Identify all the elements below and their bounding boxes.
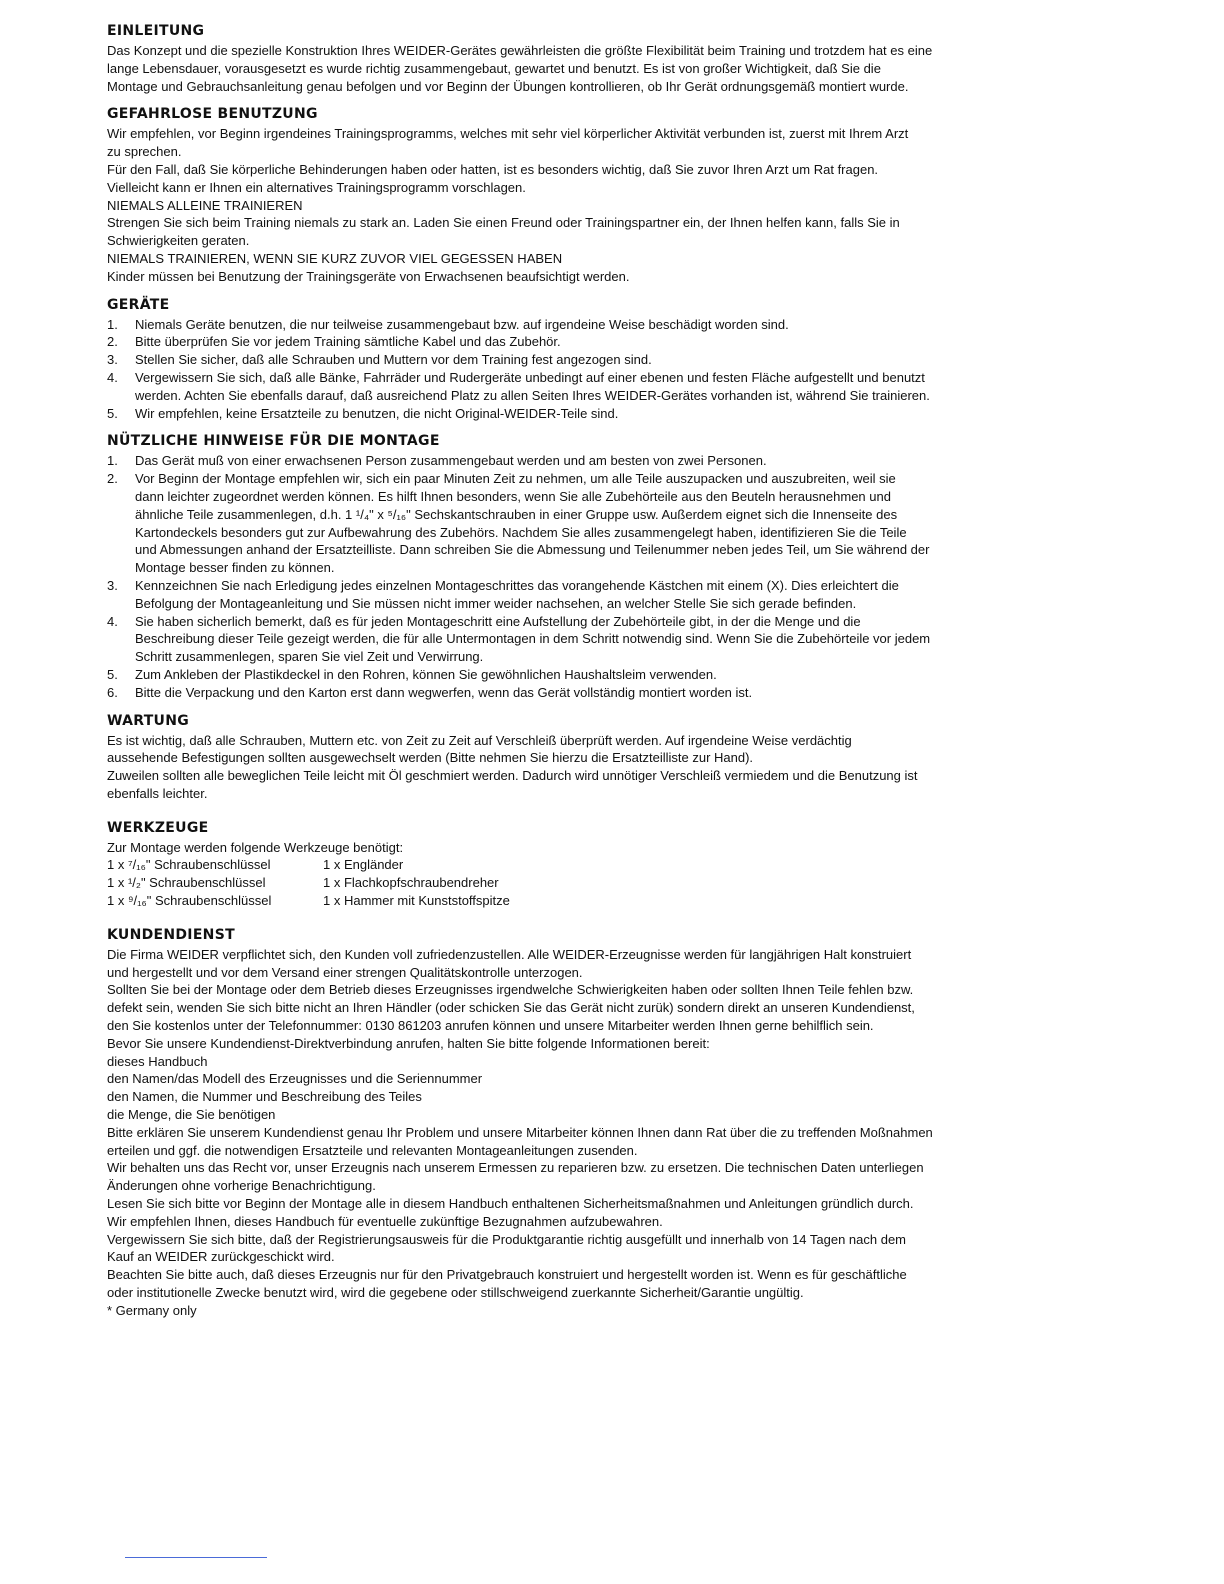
numbered-list xyxy=(107,452,1067,701)
text-line: aussehende Befestigungen sollten ausgewechselt werden (Bitte nehmen Sie hierzu die Ersatzteilliste zur Hand). xyxy=(107,750,754,766)
text-line: Kauf an WEIDER zurückgeschickt wird. xyxy=(107,1249,335,1265)
text-line: oder institutionelle Zwecke benutzt wird, wird die gegebene oder stillschweigend zuerkannte Sicherheit/Garantie ungültig. xyxy=(107,1285,804,1301)
text-line: Bitte erklären Sie unserem Kundendienst genau Ihr Problem und unsere Mitarbeiter können Ihnen dann Rat über die zu treffenden Moßnahmen xyxy=(107,1124,933,1140)
text-line: Zuweilen sollten alle beweglichen Teile leicht mit Öl geschmiert werden. Dadurch wird unnötiger Verschleiß vermiedem und die Benutzung ist xyxy=(107,768,918,784)
list-number: 5. xyxy=(107,405,118,421)
tool-item: 1 x Hammer mit Kunststoffspitze xyxy=(323,893,510,909)
info-item: den Namen/das Modell des Erzeugnisses und die Seriennummer xyxy=(107,1071,483,1087)
text-line: Sollten Sie bei der Montage oder dem Betrieb dieses Erzeugnisses irgendwelche Schwierigkeiten haben oder sollten Ihnen Teile fehlen bzw. xyxy=(107,982,914,998)
text-line: Wir empfehlen Ihnen, dieses Handbuch für eventuelle zukünftige Bezugnahmen aufzubewahren. xyxy=(107,1213,663,1229)
text-line: und hergestellt und vor dem Versand einer strengen Qualitätskontrolle unterzogen. xyxy=(107,964,583,980)
list-number: 4. xyxy=(107,613,118,629)
tool-item: 1 x ¹/₂" Schraubenschlüssel xyxy=(107,875,266,891)
list-number: 3. xyxy=(107,577,118,593)
list-number: 2. xyxy=(107,334,118,350)
section-title: KUNDENDIENST xyxy=(107,926,235,943)
text-line: Zur Montage werden folgende Werkzeuge benötigt: xyxy=(107,839,404,855)
list-number: 5. xyxy=(107,666,118,682)
bottom-divider xyxy=(125,1557,267,1558)
list-item: 2. Vor Beginn der Montage empfehlen wir, sich ein paar Minuten Zeit zu nehmen, um alle Teile auszupacken und auszubreiten, weil sie dann leichter zugeordnet werden können. Es hilft Ihnen besonders, wenn Sie alle Zubehörteile aus den Beuteln herausnehmen und ähnliche Teile zusammenlegen, d.h. 1 ¹/₄" x ⁵/₁₆" Sechskantschrauben in einer Gruppe usw. Außerdem eignet sich die Innenseite des Kartondeckels besonders gut zur Aufbewahrung des Zubehörs. Nachdem Sie alles zusammengelegt haben, identifizieren Sie die Teile und Abmessungen anhand der Ersatzteilliste. Dann schreiben Sie die Abmessung und Teilenummer neben jedes Teil, um Sie während der Montage besser finden zu können. xyxy=(107,471,930,576)
list-item: 5. Zum Ankleben der Plastikdeckel in den Rohren, können Sie gewöhnlichen Haushaltsleim verwenden. xyxy=(107,666,717,682)
text-line: Vielleicht kann er Ihnen ein alternatives Trainingsprogramm vorschlagen. xyxy=(107,179,526,195)
warning-line: NIEMALS TRAINIEREN, WENN SIE KURZ ZUVOR VIEL GEGESSEN HABEN xyxy=(107,250,563,266)
text-line: Lesen Sie sich bitte vor Beginn der Montage alle in diesem Handbuch enthaltenen Sicherheitsmaßnahmen und Anleitungen gründlich durch. xyxy=(107,1196,914,1212)
list-item: 5. Wir empfehlen, keine Ersatzteile zu benutzen, die nicht Original-WEIDER-Teile sind. xyxy=(107,405,619,421)
list-number: 2. xyxy=(107,471,118,487)
tool-item: 1 x Engländer xyxy=(323,857,404,873)
section-title: WERKZEUGE xyxy=(107,819,209,836)
numbered-list xyxy=(107,316,1067,423)
tools-list xyxy=(107,856,1067,909)
text-line: Beachten Sie bitte auch, daß dieses Erzeugnis nur für den Privatgebrauch konstruiert und hergestellt worden ist. Wenn es für geschäftliche xyxy=(107,1267,907,1283)
text-line: den Sie kostenlos unter der Telefonnummer: 0130 861203 anrufen können und unsere Mitarbeiter werden Ihnen gerne behilflich sein. xyxy=(107,1018,874,1034)
list-number: 4. xyxy=(107,369,118,385)
text-line: lange Lebensdauer, vorausgesetzt es wurde richtig zusammengebaut, gewartet und benutzt. Es ist von großer Wichtigkeit, daß Sie die xyxy=(107,60,881,76)
tool-item: 1 x ⁹/₁₆" Schraubenschlüssel xyxy=(107,893,272,909)
text-line: erteilen und ggf. die notwendigen Ersatzteile und relevanten Montageanleitungen zusenden. xyxy=(107,1142,638,1158)
text-line: Vergewissern Sie sich bitte, daß der Registrierungsausweis für die Produktgarantie richtig ausgefüllt und innerhalb von 14 Tagen nach dem xyxy=(107,1231,906,1247)
text-line: Kinder müssen bei Benutzung der Trainingsgeräte von Erwachsenen beaufsichtigt werden. xyxy=(107,268,630,284)
list-item: 4. Vergewissern Sie sich, daß alle Bänke, Fahrräder und Rudergeräte unbedingt auf einer ebenen und festen Fläche aufgestellt und benutzt werden. Achten Sie ebenfalls darauf, daß ausreichend Platz zu allen Seiten Ihres WEIDER-Gerätes vorhanden ist, während Sie trainieren. xyxy=(107,369,930,403)
list-number: 1. xyxy=(107,316,118,332)
list-item: 1. Das Gerät muß von einer erwachsenen Person zusammengebaut werden und am besten von zwei Personen. xyxy=(107,453,767,469)
text-line: Wir behalten uns das Recht vor, unser Erzeugnis nach unserem Ermessen zu reparieren bzw. zu ersetzen. Die technischen Daten unterliegen xyxy=(107,1160,924,1176)
section-title: WARTUNG xyxy=(107,712,190,729)
section-hinweise-montage xyxy=(107,432,1067,701)
list-number: 1. xyxy=(107,453,118,469)
text-line: Montage und Gebrauchsanleitung genau befolgen und vor Beginn der Übungen kontrollieren, ob Ihr Gerät ordnungsgemäß montiert wurde. xyxy=(107,78,909,94)
list-number: 6. xyxy=(107,684,118,700)
text-line: Schwierigkeiten geraten. xyxy=(107,233,250,249)
section-title: EINLEITUNG xyxy=(107,23,205,39)
footnote: * Germany only xyxy=(107,1302,197,1318)
text-line: ebenfalls leichter. xyxy=(107,785,208,801)
tool-item: 1 x Flachkopfschraubendreher xyxy=(323,875,499,891)
text-line: Die Firma WEIDER verpflichtet sich, den Kunden voll zufriedenzustellen. Alle WEIDER-Erzeugnisse werden für langjährigen Halt konstruiert xyxy=(107,946,912,962)
list-item: 6. Bitte die Verpackung und den Karton erst dann wegwerfen, wenn das Gerät vollständig montiert worden ist. xyxy=(107,684,753,700)
text-line: Es ist wichtig, daß alle Schrauben, Muttern etc. von Zeit zu Zeit auf Verschleiß überprüft werden. Auf irgendeine Weise verdächtig xyxy=(107,732,852,748)
text-line: defekt sein, wenden Sie sich bitte nicht an Ihren Händler (oder schicken Sie das Gerät nicht zurük) sondern direkt an unseren Kundendienst, xyxy=(107,1000,915,1016)
list-number: 3. xyxy=(107,352,118,368)
section-wartung xyxy=(107,712,1067,803)
warning-line: NIEMALS ALLEINE TRAINIEREN xyxy=(107,197,303,213)
text-line: Strengen Sie sich beim Training niemals zu stark an. Laden Sie einen Freund oder Trainingspartner ein, der Ihnen helfen kann, falls Sie in xyxy=(107,215,900,231)
manual-page xyxy=(107,22,1067,1330)
section-geraete xyxy=(107,296,1067,423)
section-werkzeuge xyxy=(107,819,1067,910)
list-item: 1. Niemals Geräte benutzen, die nur teilweise zusammengebaut bzw. auf irgendeine Weise beschädigt worden sind. xyxy=(107,316,789,332)
list-item: 2. Bitte überprüfen Sie vor jedem Training sämtliche Kabel und das Zubehör. xyxy=(107,334,561,350)
section-title: GERÄTE xyxy=(107,296,170,313)
text-line: Bevor Sie unsere Kundendienst-Direktverbindung anrufen, halten Sie bitte folgende Informationen bereit: xyxy=(107,1035,710,1051)
info-item: dieses Handbuch xyxy=(107,1053,208,1069)
text-line: zu sprechen. xyxy=(107,144,182,160)
info-item: den Namen, die Nummer und Beschreibung des Teiles xyxy=(107,1089,422,1105)
section-kundendienst xyxy=(107,926,1067,1320)
text-line: Änderungen ohne vorherige Benachrichtigung. xyxy=(107,1178,376,1194)
text-line: Für den Fall, daß Sie körperliche Behinderungen haben oder hatten, ist es besonders wichtig, daß Sie zuvor Ihren Arzt um Rat fragen. xyxy=(107,161,879,177)
list-item: 3. Kennzeichnen Sie nach Erledigung jedes einzelnen Montageschrittes das vorangehende Kästchen mit einem (X). Dies erleichtert die Befolgung der Montageanleitung und Sie müssen nicht immer weider nachsehen, an welcher Stelle Sie sich gerade befinden. xyxy=(107,577,899,611)
info-item: die Menge, die Sie benötigen xyxy=(107,1107,276,1123)
section-title: GEFAHRLOSE BENUTZUNG xyxy=(107,106,318,123)
section-title: NÜTZLICHE HINWEISE FÜR DIE MONTAGE xyxy=(107,433,440,450)
tool-item: 1 x ⁷/₁₆" Schraubenschlüssel xyxy=(107,857,271,873)
section-gefahrlose-benutzung xyxy=(107,105,1067,285)
list-item: 3. Stellen Sie sicher, daß alle Schrauben und Muttern vor dem Training fest angezogen sind. xyxy=(107,352,652,368)
section-einleitung xyxy=(107,22,1067,95)
list-item: 4. Sie haben sicherlich bemerkt, daß es für jeden Montageschritt eine Aufstellung der Zubehörteile gibt, in der die Menge und die Beschreibung dieser Teile gezeigt werden, die für alle Untermontagen in dem Schritt notwendig sind. Wenn Sie die Zubehörteile vor jedem Schritt zusammenlegen, sparen Sie viel Zeit und Verwirrung. xyxy=(107,613,931,665)
text-line: Das Konzept und die spezielle Konstruktion Ihres WEIDER-Gerätes gewährleisten die größte Flexibilität beim Training und trotzdem hat es eine xyxy=(107,43,933,58)
text-line: Wir empfehlen, vor Beginn irgendeines Trainingsprogramms, welches mit sehr viel körperlicher Aktivität verbunden ist, zuerst mit Ihrem Arzt xyxy=(107,126,909,142)
